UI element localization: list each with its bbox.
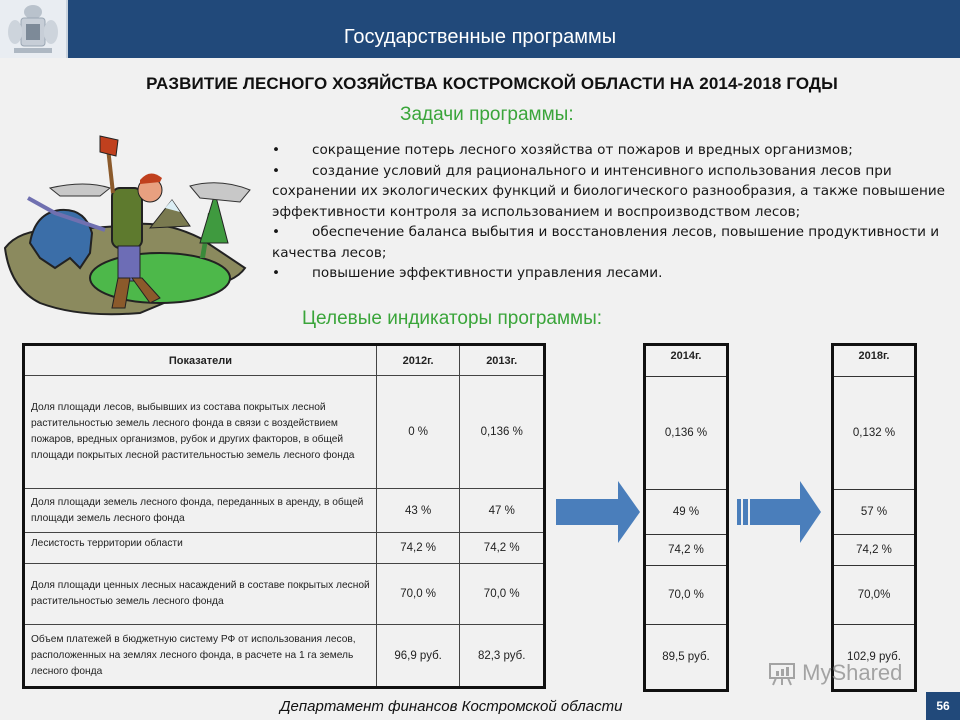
lumberjack-illustration xyxy=(0,118,260,318)
page-number: 56 xyxy=(926,692,960,720)
table-header-row xyxy=(24,345,545,376)
task-item: • создание условий для рационального и интенсивного использования лесов при сохранении их экологических функций и биологического разнообразия, а также повышение эффективности контроля за использованием и воспроизводством лесов; xyxy=(272,162,946,220)
value-2013: 82,3 руб. xyxy=(460,625,545,688)
indicators-table xyxy=(22,343,546,689)
task-item: • повышение эффективности управления лесами. xyxy=(272,265,663,281)
column-header: 2013г. xyxy=(460,345,545,376)
value-2013: 47 % xyxy=(460,489,545,533)
presentation-icon xyxy=(768,662,796,686)
value-2014: 74,2 % xyxy=(646,534,726,565)
column-2014 xyxy=(643,343,729,692)
value-2014: 89,5 руб. xyxy=(646,624,726,688)
value-2014: 49 % xyxy=(646,489,726,534)
tasks-heading: Задачи программы: xyxy=(400,104,574,125)
task-item: • сокращение потерь лесного хозяйства от пожаров и вредных организмов; xyxy=(272,142,853,158)
table-row xyxy=(24,533,545,564)
indicator-label: Объем платежей в бюджетную систему РФ от использования лесов, расположенных на землях лесного фонда, в расчете на 1 га земель лесного фонда xyxy=(24,625,377,688)
column-header: 2012г. xyxy=(376,345,460,376)
table-row xyxy=(24,625,545,688)
value-2018: 102,9 руб. xyxy=(834,624,914,688)
column-2018 xyxy=(831,343,917,692)
value-2012: 74,2 % xyxy=(376,533,460,564)
page-title: РАЗВИТИЕ ЛЕСНОГО ХОЗЯЙСТВА КОСТРОМСКОЙ ОБЛАСТИ НА 2014-2018 ГОДЫ xyxy=(146,74,838,93)
column-header: 2018г. xyxy=(858,350,890,362)
column-header: Показатели xyxy=(24,345,377,376)
task-item: • обеспечение баланса выбытия и восстановления лесов, повышение продуктивности и качества лесов; xyxy=(272,224,940,261)
value-2018: 57 % xyxy=(834,489,914,534)
value-2018: 70,0% xyxy=(834,565,914,624)
indicator-label: Лесистость территории области xyxy=(24,533,377,564)
table-row xyxy=(24,564,545,625)
value-2014: 0,136 % xyxy=(646,376,726,489)
value-2012: 96,9 руб. xyxy=(376,625,460,688)
value-2014: 70,0 % xyxy=(646,565,726,624)
tasks-list xyxy=(272,140,952,284)
value-2018: 74,2 % xyxy=(834,534,914,565)
footer-department: Департамент финансов Костромской области xyxy=(280,698,623,715)
arrow-right-icon xyxy=(556,481,640,543)
value-2013: 70,0 % xyxy=(460,564,545,625)
indicator-label: Доля площади лесов, выбывших из состава покрытых лесной растительностью земель лесного фонда в связи с воздействием пожаров, вредных организмов, рубок и других факторов, в общей площади покрытых лесной растительностью земель лесного фонда xyxy=(24,376,377,489)
value-2012: 0 % xyxy=(376,376,460,489)
targets-heading: Целевые индикаторы программы: xyxy=(302,308,603,329)
table-row xyxy=(24,489,545,533)
table-row xyxy=(24,376,545,489)
header-title: Государственные программы xyxy=(343,26,617,48)
column-header: 2014г. xyxy=(670,350,702,362)
indicator-label: Доля площади ценных лесных насаждений в составе покрытых лесной растительностью земель лесного фонда xyxy=(24,564,377,625)
value-2018: 0,132 % xyxy=(834,376,914,489)
value-2013: 0,136 % xyxy=(460,376,545,489)
watermark: MyShared xyxy=(768,660,902,686)
value-2013: 74,2 % xyxy=(460,533,545,564)
value-2012: 70,0 % xyxy=(376,564,460,625)
arrow-right-icon xyxy=(737,481,821,543)
value-2012: 43 % xyxy=(376,489,460,533)
indicator-label: Доля площади земель лесного фонда, переданных в аренду, в общей площади земель лесного фонда xyxy=(24,489,377,533)
